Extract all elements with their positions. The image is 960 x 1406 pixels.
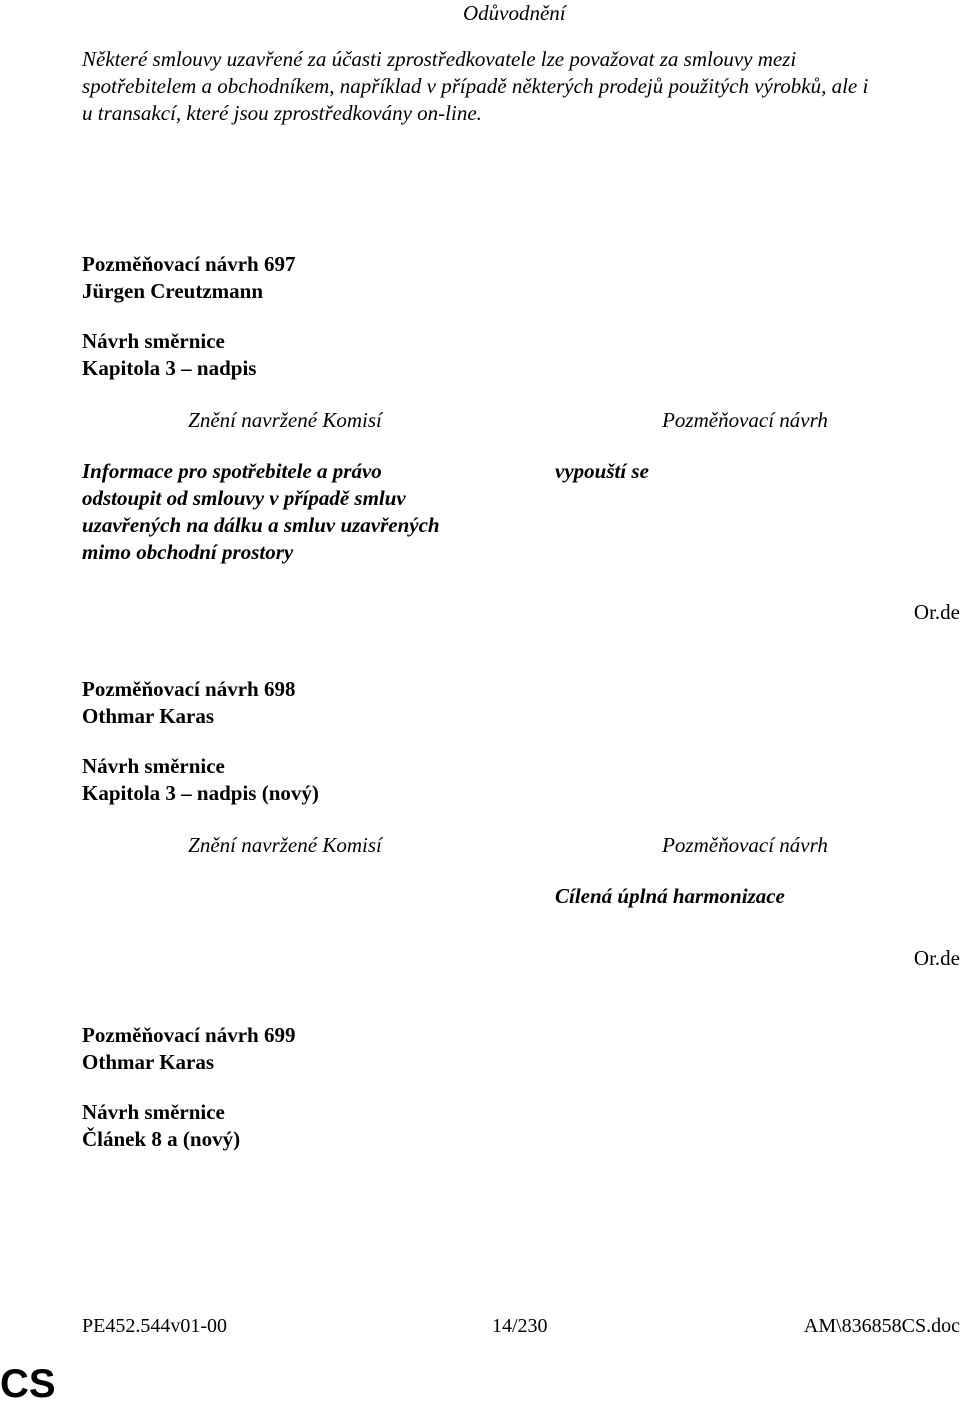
amendment-698-author: Othmar Karas (82, 704, 215, 728)
justification-line-1: Některé smlouvy uzavřené za účasti zprostředkovatele lze považovat za smlouvy mezi (82, 47, 797, 71)
amendment-697-left-text-2: odstoupit od smlouvy v případě smluv (82, 486, 406, 510)
amendment-698-left-header: Znění navržené Komisí (188, 833, 382, 857)
amendment-697-location: Kapitola 3 – nadpis (82, 356, 257, 380)
amendment-697-number: Pozměňovací návrh 697 (82, 252, 296, 276)
amendment-697-left-text-3: uzavřených na dálku a smluv uzavřených (82, 513, 440, 537)
amendment-697-left-header: Znění navržené Komisí (188, 408, 382, 432)
amendment-697-right-text: vypouští se (555, 459, 649, 483)
amendment-698-proposal: Návrh směrnice (82, 754, 225, 778)
footer-page-number: 14/230 (492, 1315, 548, 1337)
justification-heading: Odůvodnění (463, 1, 566, 25)
amendment-699-location: Článek 8 a (nový) (82, 1127, 241, 1151)
amendment-697-original-language: Or.de (913, 600, 960, 624)
amendment-697-right-header: Pozměňovací návrh (662, 408, 828, 432)
amendment-698-original-language: Or.de (913, 946, 960, 970)
amendment-699-proposal: Návrh směrnice (82, 1100, 225, 1124)
amendment-698-right-text: Cílená úplná harmonizace (555, 884, 785, 908)
footer-reference: PE452.544v01-00 (82, 1315, 227, 1337)
justification-line-2: spotřebitelem a obchodníkem, například v případě některých prodejů použitých výrobků, ale i (82, 74, 869, 98)
amendment-698-number: Pozměňovací návrh 698 (82, 677, 296, 701)
justification-line-3: u transakcí, které jsou zprostředkovány on-line. (82, 101, 482, 125)
amendment-698-right-header: Pozměňovací návrh (662, 833, 828, 857)
amendment-699-author: Othmar Karas (82, 1050, 215, 1074)
amendment-697-left-text-1: Informace pro spotřebitele a právo (82, 459, 382, 483)
amendment-697-left-text-4: mimo obchodní prostory (82, 540, 294, 564)
footer-document-name: AM\836858CS.doc (803, 1315, 960, 1337)
amendment-697-author: Jürgen Creutzmann (82, 279, 264, 303)
amendment-698-location: Kapitola 3 – nadpis (nový) (82, 781, 319, 805)
amendment-697-proposal: Návrh směrnice (82, 329, 225, 353)
footer-language-code: CS (0, 1362, 56, 1406)
amendment-699-number: Pozměňovací návrh 699 (82, 1023, 296, 1047)
